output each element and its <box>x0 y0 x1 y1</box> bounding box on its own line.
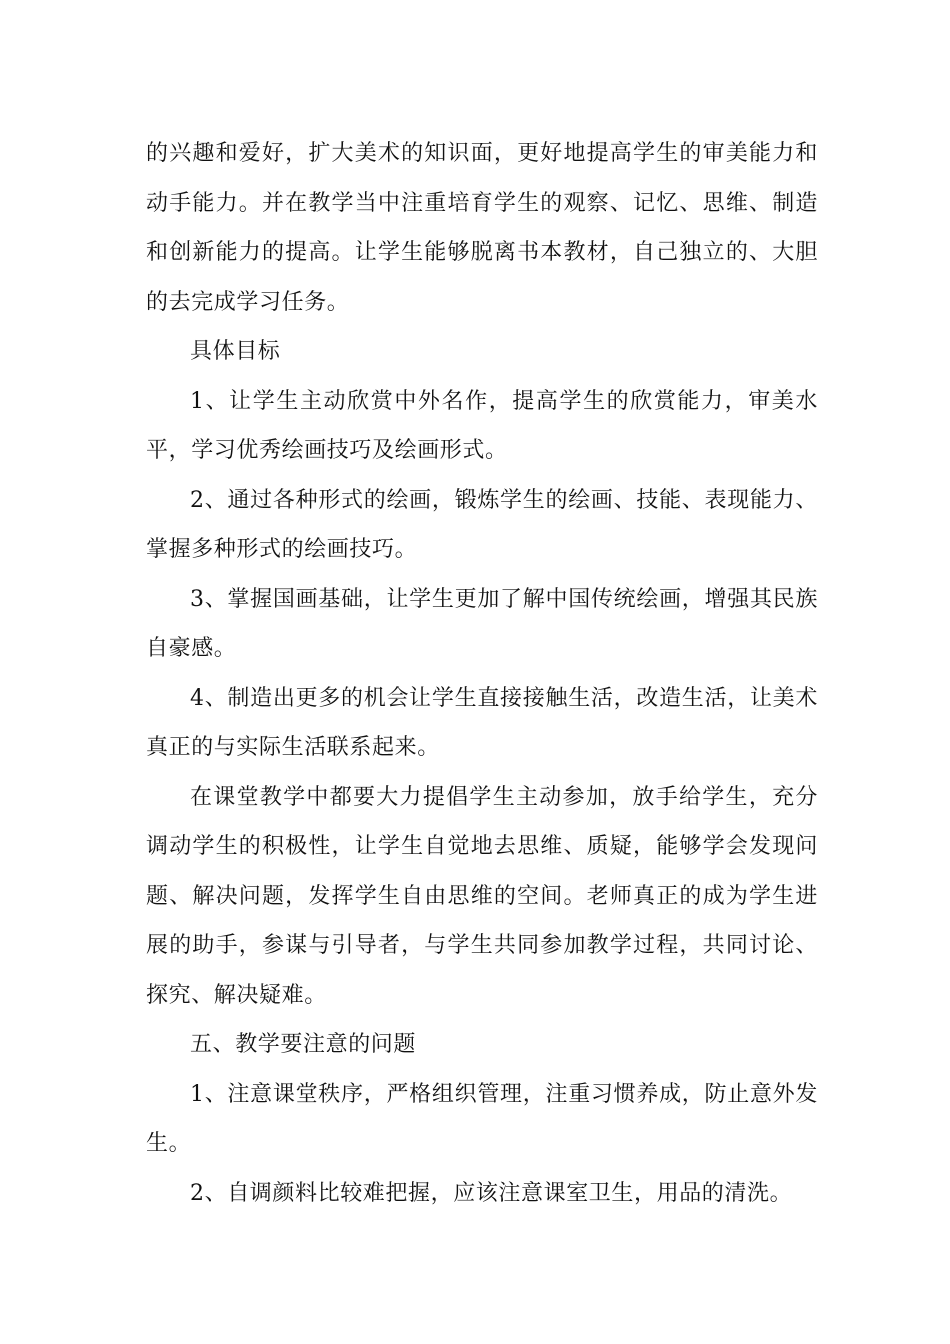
goal-item-1: 1、让学生主动欣赏中外名作，提高学生的欣赏能力，审美水平，学习优秀绘画技巧及绘画形式。 <box>146 388 818 463</box>
issue-item-2: 2、自调颜料比较难把握，应该注意课室卫生，用品的清洗。 <box>190 1180 793 1206</box>
classroom-paragraph: 在课堂教学中都要大力提倡学生主动参加，放手给学生，充分调动学生的积极性，让学生自觉地去思维、质疑，能够学会发现问题、解决问题，发挥学生自由思维的空间。老师真正的成为学生进展的助手，参谋与引导者，与学生共同参加教学过程，共同讨论、探究、解决疑难。 <box>146 784 818 1008</box>
goal-item-2: 2、通过各种形式的绘画，锻炼学生的绘画、技能、表现能力、掌握多种形式的绘画技巧。 <box>146 487 818 562</box>
issues-heading: 五、教学要注意的问题 <box>190 1032 417 1057</box>
goal-item-3: 3、掌握国画基础，让学生更加了解中国传统绘画，增强其民族自豪感。 <box>146 586 818 661</box>
issue-item-1: 1、注意课堂秩序，严格组织管理，注重习惯养成，防止意外发生。 <box>146 1081 818 1156</box>
intro-paragraph: 的兴趣和爱好，扩大美术的知识面，更好地提高学生的审美能力和动手能力。并在教学当中注重培育学生的观察、记忆、思维、制造和创新能力的提高。让学生能够脱离书本教材，自己独立的、大胆的去完成学习任务。 <box>146 141 818 315</box>
goal-item-4: 4、制造出更多的机会让学生直接接触生活，改造生活，让美术真正的与实际生活联系起来。 <box>146 685 818 760</box>
document-body <box>146 129 818 1218</box>
specific-goals-heading: 具体目标 <box>190 339 281 364</box>
